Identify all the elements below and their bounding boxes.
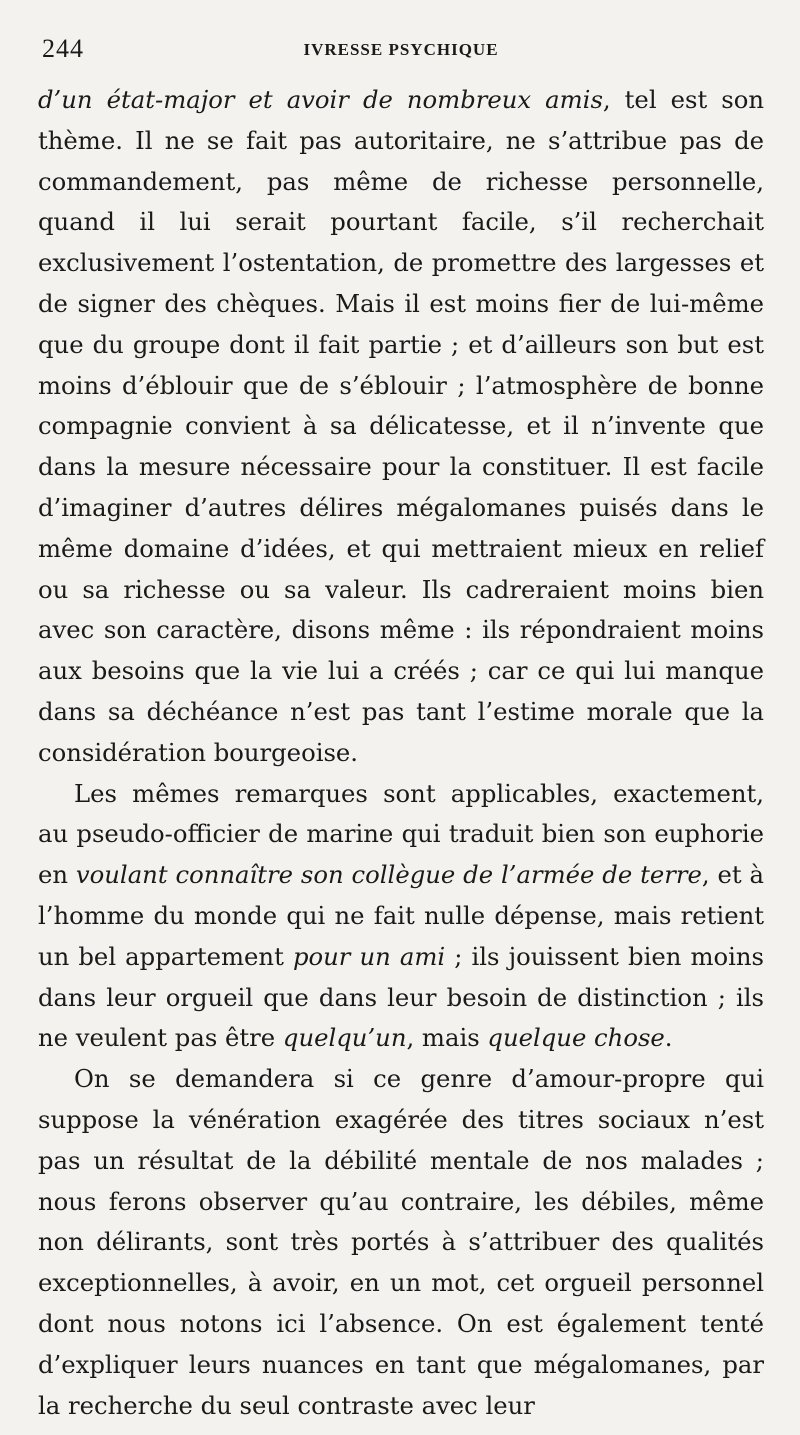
text-run-italic: pour un ami — [292, 941, 446, 971]
paragraph — [38, 774, 764, 1060]
text-run: , mais — [406, 1023, 488, 1053]
text-run-italic: quelque chose — [487, 1023, 665, 1053]
text-run: , tel est son thème. Il ne se fait pas autoritaire, ne s’attribue pas de commandement, pas même de richesse personnelle, quand il lui serait pourtant facile, s’il recherchait exclusivement l’ostentation, de promettre des largesses et de signer des chèques. Mais il est moins fier de lui-même que du groupe dont il fait partie ; et d’ailleurs son but est moins d’éblouir que de s’éblouir ; l’atmosphère de bonne compagnie convient à sa délicatesse, et il n’invente que dans la mesure nécessaire pour la constituer. Il est facile d’imaginer d’autres délires mégalomanes puisés dans le même domaine d’idées, et qui mettraient mieux en relief ou sa richesse ou sa valeur. Ils cadreraient moins bien avec son caractère, disons même : ils répondraient moins aux besoins que la vie lui a créés ; car ce qui lui manque dans sa déchéance n’est pas tant l’estime morale que la considération bourgeoise. — [38, 85, 764, 767]
text-run: . — [664, 1023, 673, 1053]
text-run: Les mêmes remarques sont applicables, exactement, au pseudo-officier de marine qui traduit bien son euphorie en — [38, 778, 764, 890]
text-run-italic: voulant connaître son collègue de l’armée de terre — [75, 860, 702, 890]
text-run: , et à l’homme du monde qui ne fait nulle dépense, mais retient un bel appartement — [38, 860, 764, 971]
paragraph — [38, 1059, 764, 1426]
text-run: ; ils jouissent bien moins dans leur orgueil que dans leur besoin de distinction ; ils ne veulent pas être — [38, 941, 765, 1053]
running-head: IVRESSE PSYCHIQUE — [303, 40, 499, 59]
text-run-italic: quelqu’un — [282, 1023, 407, 1053]
text-run-italic: d’un état-major et avoir de nombreux amis — [38, 85, 603, 114]
paragraph — [38, 80, 764, 774]
body-text — [38, 80, 764, 1426]
text-run: On se demandera si ce genre d’amour-propre qui suppose la vénération exagérée des titres sociaux n’est pas un résultat de la débilité mentale de nos malades ; nous ferons observer qu’au contraire, les débiles, même non délirants, sont très portés à s’attribuer des qualités exceptionnelles, à avoir, en un mot, cet orgueil personnel dont nous notons ici l’absence. On est également tenté d’expliquer leurs nuances en tant que mégalomanes, par la recherche du seul contraste avec leur — [38, 1064, 764, 1420]
page-header — [38, 34, 764, 80]
page-number: 244 — [42, 34, 84, 63]
